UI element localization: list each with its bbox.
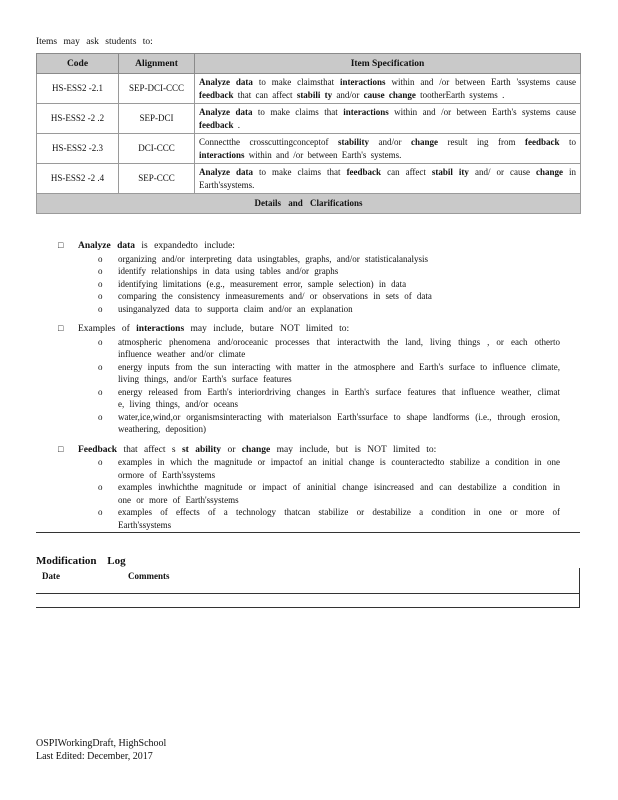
text-segment: may include, butare NOT limited to: [184,324,350,334]
emphasis-text: feedback [346,167,382,177]
text-segment: may include, but is NOT limited to: [270,444,437,455]
circle-bullet-icon: o [98,507,103,517]
details-group-heading [78,323,580,336]
emphasis-text: Analyze data [199,107,253,117]
header-code: Code [37,54,119,74]
details-header-row [37,194,581,214]
emphasis-text: feedback [524,137,560,147]
details-group-heading [78,444,580,457]
footer-draft-label: OSPIWorkingDraft, HighSchool [36,738,167,749]
circle-bullet-icon: o [98,253,103,264]
emphasis-text: interactions [199,149,245,160]
square-bullet-icon: □ [58,443,64,454]
comments-column-label: Comments [128,571,170,581]
text-segment: Connectthe crosscuttingconceptof [199,137,338,147]
emphasis-text: feedback [199,89,234,100]
emphasis-text: feedback [199,119,234,130]
text-segment: and/or [332,89,364,100]
text-segment: within and /or between Earth's systems. [244,149,402,160]
code-cell: HS-ESS2 -2.1 [37,74,119,104]
emphasis-text: change [535,167,563,177]
code-cell: HS-ESS2 -2.3 [37,134,119,164]
footer [36,737,166,763]
table-row [37,164,581,194]
list-item [98,290,560,303]
circle-bullet-icon: o [98,336,103,347]
log-divider-bottom [36,607,580,608]
specification-cell [195,104,581,134]
log-right-border [579,568,580,608]
circle-bullet-icon: o [98,278,103,289]
text-segment: or [221,444,242,455]
modification-log-title: Modification Log [36,555,126,567]
text-segment: Examples of [78,324,137,334]
code-cell: HS-ESS2 -2 .2 [37,104,119,134]
list-item [98,278,560,291]
list-item [98,253,560,266]
code-cell: HS-ESS2 -2 .4 [37,164,119,194]
text-segment: and/ or cause [468,167,536,177]
log-divider-top [36,593,580,594]
specification-cell [195,134,581,164]
text-segment: within and /or between Earth 'ssystems cause [385,77,576,87]
emphasis-text: interactions [343,107,389,117]
square-bullet-icon: □ [58,240,64,250]
list-item [98,481,560,506]
alignment-cell: SEP-DCI-CCC [119,74,195,104]
text-segment: in Earth'ssystems. [199,167,576,190]
details-group [60,323,580,436]
list-item-text: identify relationships in data using tables and/or graphs [118,266,339,276]
emphasis-text: change [241,444,271,455]
text-segment: result ing from [437,137,525,147]
text-segment: can affect [381,167,432,177]
circle-bullet-icon: o [98,411,103,422]
details-clarifications-header: Details and Clarifications [37,194,581,214]
list-item-text: organizing and/or interpreting data usingtables, graphs, and/or statisticalanalysis [118,253,429,264]
text-segment: to make claimsthat [252,77,341,87]
emphasis-text: stabil ity [431,167,469,177]
details-group [60,240,580,315]
specification-cell [195,74,581,104]
text-segment: that affect s [117,444,182,455]
text-segment: . [233,119,240,130]
details-sublist [98,336,560,436]
table-row [37,74,581,104]
list-item [98,336,560,361]
list-item-text: identifying limitations (e.g., measurement error, sample selection) in data [118,278,407,289]
list-item-text: comparing the consistency inmeasurements and/ or observations in sets of data [118,291,432,301]
circle-bullet-icon: o [98,361,103,372]
details-group-heading [78,240,580,253]
text-segment: and/or [368,137,411,147]
details-sublist [98,456,560,531]
circle-bullet-icon: o [98,482,103,492]
text-segment: that can affect [233,89,297,100]
details-section [36,240,580,539]
emphasis-text: interactions [136,324,185,334]
emphasis-text: st ability [181,444,222,455]
table-row [37,134,581,164]
text-segment: to make claims that [253,167,347,177]
list-item-text: examples inwhichthe magnitude or impact of aninitial change isincreased and can destabilize a condition in one or more of Earth'ssystems [118,482,560,505]
list-item-text: atmospheric phenomena and/oroceanic processes that interactwith the land, living things , or each otherto influence weather and/or climate [118,336,560,359]
list-item [98,506,560,531]
emphasis-text: change [410,137,438,147]
details-group [60,444,580,532]
header-alignment: Alignment [119,54,195,74]
list-item [98,411,560,436]
alignment-cell: DCI-CCC [119,134,195,164]
circle-bullet-icon: o [98,457,103,467]
emphasis-text: Analyze data [199,167,254,177]
emphasis-text: interactions [340,77,386,87]
emphasis-text: stabili ty [296,89,333,100]
header-item-specification: Item Specification [195,54,581,74]
alignment-cell: SEP-DCI [119,104,195,134]
list-item [98,386,560,411]
list-item-text: examples of effects of a technology thatcan stabilize or destabilize a condition in one or more of Earth'ssystems [118,507,560,530]
alignment-cell: SEP-CCC [119,164,195,194]
text-segment: to make claims that [252,107,344,117]
emphasis-text: cause change [363,89,416,100]
circle-bullet-icon: o [98,386,103,397]
square-bullet-icon: □ [58,323,64,333]
table-header-row [37,54,581,74]
text-segment: tootherEarth systems . [415,89,505,100]
emphasis-text: Feedback [78,444,118,455]
item-spec-table [36,53,581,214]
circle-bullet-icon: o [98,266,103,276]
date-column-label: Date [42,571,60,581]
emphasis-text: stability [337,137,369,147]
emphasis-text: Analyze data [199,77,253,87]
table-body [37,74,581,194]
details-sublist [98,253,560,316]
specification-cell [195,164,581,194]
intro-text: Items may ask students to: [36,37,153,47]
text-segment: within and /or between Earth's systems cause [388,107,576,117]
text-segment: is expandedto include: [135,241,235,251]
list-item-text: examples in which the magnitude or impactof an initial change is counteractedto stabilize a condition in one ormore of Earth'ssystems [118,457,560,480]
section-divider [36,532,580,533]
table-row [37,104,581,134]
list-item-text: energy inputs from the sun interacting with matter in the atmosphere and Earth's surface to influence climate, living things, and/or Earth's surface features [118,361,560,384]
footer-last-edited: Last Edited: December, 2017 [36,751,153,762]
list-item-text: energy released from Earth's interiordriving changes in Earth's surface features that influence weather, climat e, living things, and/or oceans [118,386,560,409]
list-item [98,265,560,278]
circle-bullet-icon: o [98,303,103,314]
circle-bullet-icon: o [98,291,103,301]
emphasis-text: Analyze data [78,241,136,251]
text-segment: to [559,137,576,147]
list-item [98,456,560,481]
list-item-text: usinganalyzed data to supporta claim and/or an explanation [118,303,353,314]
list-item [98,303,560,316]
list-item-text: water,ice,wind,or organismsinteracting with materialson Earth'ssurface to shape landforms (i.e., through erosion, weathering, deposition) [118,411,560,434]
list-item [98,361,560,386]
